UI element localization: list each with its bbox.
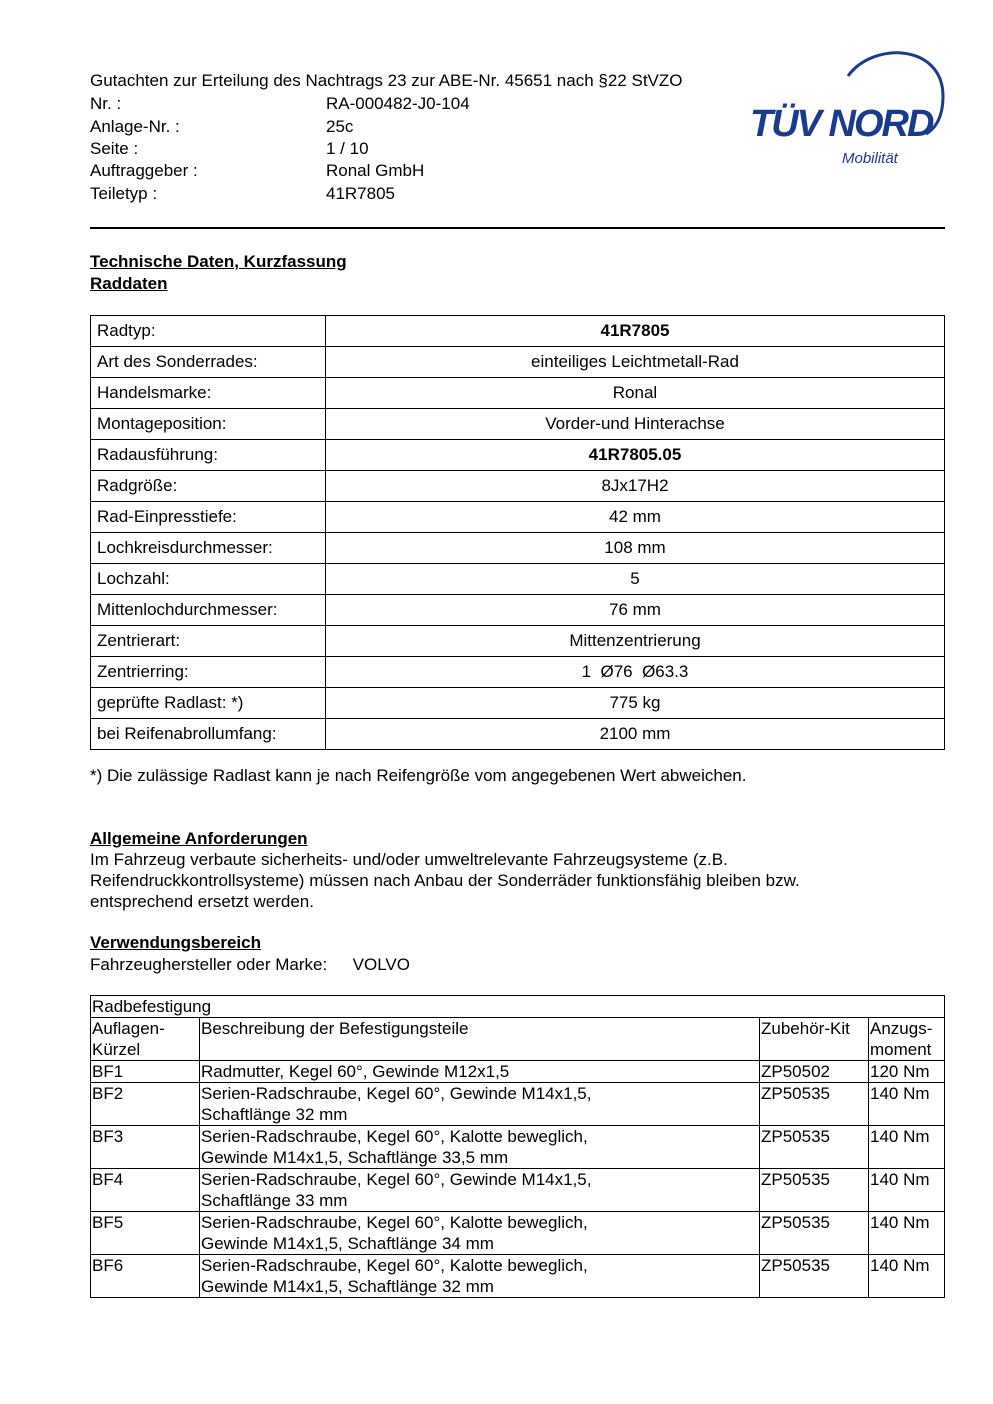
- cell-kit: ZP50535: [760, 1255, 869, 1298]
- table-row: [91, 564, 945, 595]
- cell-torque: 120 Nm: [869, 1061, 945, 1083]
- cell-description: Serien-Radschraube, Kegel 60°, Gewinde M14x1,5, Schaftlänge 32 mm: [200, 1083, 760, 1126]
- table-row: [91, 719, 945, 750]
- tuv-nord-logo: [748, 46, 948, 171]
- section-title-verwendungsbereich: Verwendungsbereich: [90, 933, 261, 952]
- tuv-nord-arc-icon: [748, 46, 948, 171]
- cell-kit: ZP50502: [760, 1061, 869, 1083]
- table-row: [91, 347, 945, 378]
- header-value: 41R7805: [326, 184, 396, 203]
- row-label: Lochkreisdurchmesser:: [91, 533, 326, 564]
- row-label: Zentrierring:: [91, 657, 326, 688]
- row-value: Ronal: [326, 378, 945, 409]
- section-title-anforderungen: Allgemeine Anforderungen: [90, 829, 308, 848]
- row-value: 41R7805.05: [326, 440, 945, 471]
- row-label: Radausführung:: [91, 440, 326, 471]
- raddaten-table: [90, 315, 945, 750]
- section-subtitle-raddaten: Raddaten: [90, 274, 168, 293]
- cell-torque: 140 Nm: [869, 1212, 945, 1255]
- table-row: [91, 1083, 945, 1126]
- table-row: [91, 595, 945, 626]
- cell-kit: ZP50535: [760, 1126, 869, 1169]
- table-row: [91, 378, 945, 409]
- table-title-row: [91, 996, 945, 1018]
- cell-kit: ZP50535: [760, 1083, 869, 1126]
- table-row: [91, 1212, 945, 1255]
- header-label: Teiletyp :: [90, 184, 158, 203]
- row-label: Art des Sonderrades:: [91, 347, 326, 378]
- table-row: [91, 657, 945, 688]
- header-value: Ronal GmbH: [326, 161, 425, 180]
- cell-code: BF1: [91, 1061, 200, 1083]
- row-label: Handelsmarke:: [91, 378, 326, 409]
- row-value: Mittenzentrierung: [326, 626, 945, 657]
- document-title: Gutachten zur Erteilung des Nachtrags 23 zur ABE-Nr. 45651 nach §22 StVZO: [90, 71, 683, 90]
- row-label: Zentrierart:: [91, 626, 326, 657]
- row-value: einteiliges Leichtmetall-Rad: [326, 347, 945, 378]
- table-row: [91, 1255, 945, 1298]
- column-header: Anzugs- moment: [869, 1018, 945, 1061]
- row-label: bei Reifenabrollumfang:: [91, 719, 326, 750]
- row-value: Vorder-und Hinterachse: [326, 409, 945, 440]
- cell-code: BF2: [91, 1083, 200, 1126]
- cell-kit: ZP50535: [760, 1212, 869, 1255]
- cell-code: BF5: [91, 1212, 200, 1255]
- row-value: 76 mm: [326, 595, 945, 626]
- row-value: 775 kg: [326, 688, 945, 719]
- header-value: RA-000482-J0-104: [326, 94, 470, 113]
- row-label: Montageposition:: [91, 409, 326, 440]
- table-row: [91, 1169, 945, 1212]
- row-label: Radgröße:: [91, 471, 326, 502]
- row-value: 2100 mm: [326, 719, 945, 750]
- row-value: 42 mm: [326, 502, 945, 533]
- row-value: 5: [326, 564, 945, 595]
- cell-description: Serien-Radschraube, Kegel 60°, Kalotte beweglich, Gewinde M14x1,5, Schaftlänge 34 mm: [200, 1212, 760, 1255]
- header-label: Seite :: [90, 139, 139, 158]
- cell-description: Serien-Radschraube, Kegel 60°, Kalotte beweglich, Gewinde M14x1,5, Schaftlänge 32 mm: [200, 1255, 760, 1298]
- row-label: Radtyp:: [91, 316, 326, 347]
- radbefestigung-table: [90, 995, 945, 1298]
- header-value: 25c: [326, 117, 354, 136]
- row-value: 1 Ø76 Ø63.3: [326, 657, 945, 688]
- anforderungen-text: Im Fahrzeug verbaute sicherheits- und/oder umweltrelevante Fahrzeugsysteme (z.B. Reifendruckkontrollsysteme) müssen nach Anbau der Sonderräder funktionsfähig bleiben bzw. entsprechend ersetzt werden.: [90, 850, 800, 911]
- row-label: Mittenlochdurchmesser:: [91, 595, 326, 626]
- cell-code: BF4: [91, 1169, 200, 1212]
- header-label: Auftraggeber :: [90, 161, 198, 180]
- table-header-row: [91, 1018, 945, 1061]
- logo-brand-text: TÜV NORD: [750, 103, 933, 145]
- column-header: Beschreibung der Befestigungsteile: [200, 1018, 760, 1061]
- table-row: [91, 440, 945, 471]
- section-title-technische-daten: Technische Daten, Kurzfassung: [90, 252, 347, 271]
- row-label: Rad-Einpresstiefe:: [91, 502, 326, 533]
- cell-torque: 140 Nm: [869, 1169, 945, 1212]
- table-row: [91, 316, 945, 347]
- cell-kit: ZP50535: [760, 1169, 869, 1212]
- header-divider: [90, 227, 945, 229]
- table-title: Radbefestigung: [91, 996, 945, 1018]
- manufacturer-label: Fahrzeughersteller oder Marke:: [90, 955, 328, 974]
- row-value: 41R7805: [326, 316, 945, 347]
- cell-torque: 140 Nm: [869, 1083, 945, 1126]
- cell-description: Radmutter, Kegel 60°, Gewinde M12x1,5: [200, 1061, 760, 1083]
- table-row: [91, 688, 945, 719]
- column-header: Auflagen- Kürzel: [91, 1018, 200, 1061]
- table-row: [91, 1126, 945, 1169]
- row-value: 108 mm: [326, 533, 945, 564]
- header-label: Anlage-Nr. :: [90, 117, 180, 136]
- header-label: Nr. :: [90, 94, 122, 113]
- table-row: [91, 1061, 945, 1083]
- table-row: [91, 533, 945, 564]
- header-value: 1 / 10: [326, 139, 369, 158]
- manufacturer-line: [90, 954, 950, 975]
- table-row: [91, 409, 945, 440]
- table-row: [91, 502, 945, 533]
- row-label: geprüfte Radlast: *): [91, 688, 326, 719]
- cell-description: Serien-Radschraube, Kegel 60°, Kalotte beweglich, Gewinde M14x1,5, Schaftlänge 33,5 mm: [200, 1126, 760, 1169]
- row-value: 8Jx17H2: [326, 471, 945, 502]
- table-row: [91, 626, 945, 657]
- cell-description: Serien-Radschraube, Kegel 60°, Gewinde M14x1,5, Schaftlänge 33 mm: [200, 1169, 760, 1212]
- column-header: Zubehör-Kit: [760, 1018, 869, 1061]
- row-label: Lochzahl:: [91, 564, 326, 595]
- cell-torque: 140 Nm: [869, 1255, 945, 1298]
- cell-code: BF3: [91, 1126, 200, 1169]
- table-row: [91, 471, 945, 502]
- logo-sub-text: Mobilität: [842, 150, 898, 167]
- manufacturer-value: VOLVO: [352, 955, 410, 974]
- cell-code: BF6: [91, 1255, 200, 1298]
- cell-torque: 140 Nm: [869, 1126, 945, 1169]
- radlast-footnote: *) Die zulässige Radlast kann je nach Reifengröße vom angegebenen Wert abweichen.: [90, 766, 747, 785]
